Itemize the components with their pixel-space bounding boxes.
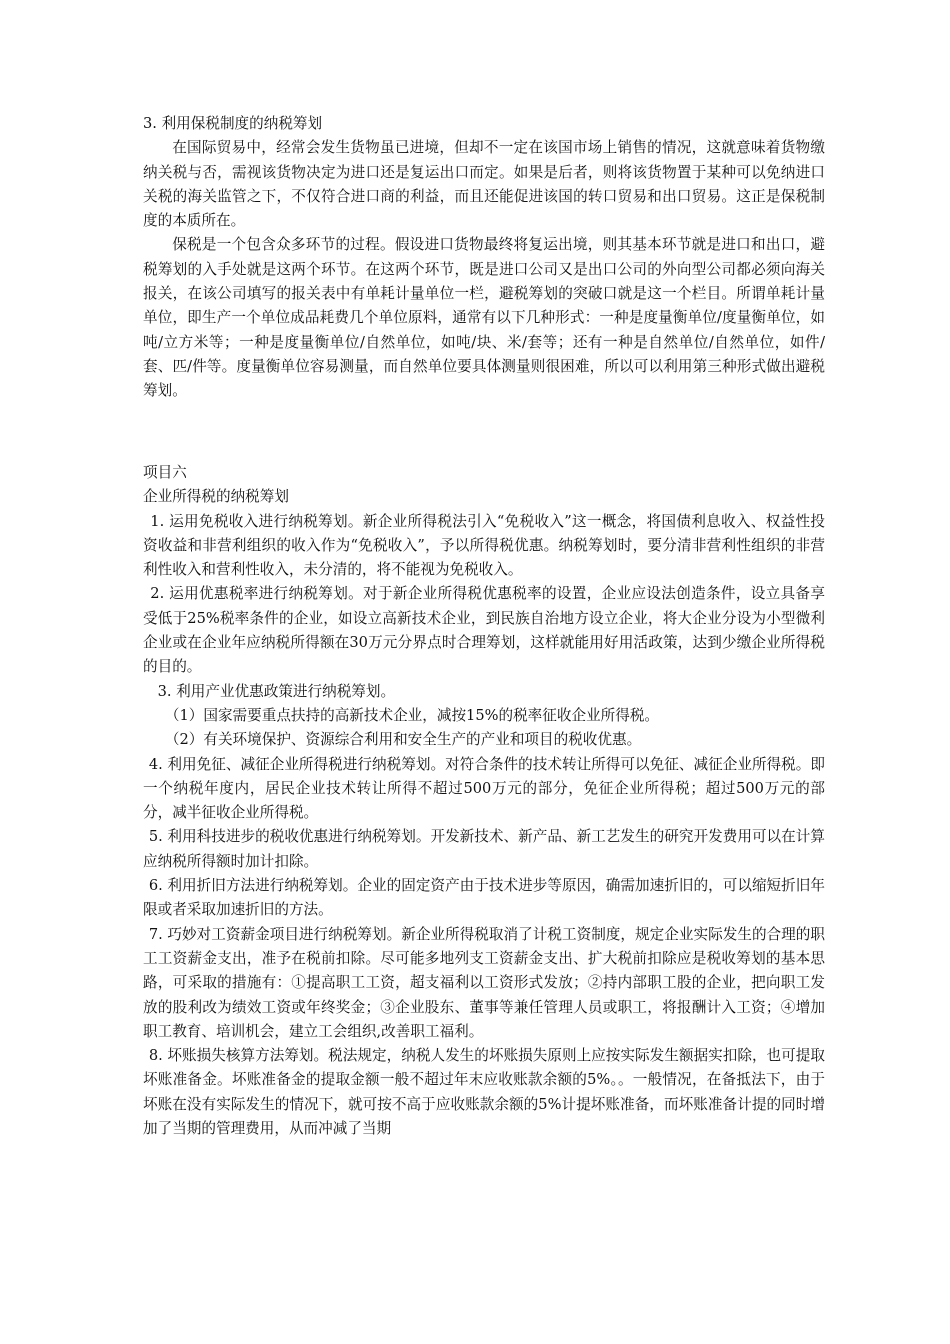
section-3 bbox=[143, 112, 825, 404]
list-item: 3. 利用产业优惠政策进行纳税筹划。 bbox=[157, 682, 396, 700]
project-title: 项目六 bbox=[143, 464, 187, 481]
list-item: 2. 运用优惠税率进行纳税筹划。对于新企业所得税优惠税率的设置，企业应设法创造条件，设立具备享受低于25%税率条件的企业，如设立高新技术企业，到民族自治地方设立企业，将大企业分设为小型微利企业或在企业年应纳税所得额在30万元分界点时合理筹划，这样就能用好用活政策，达到少缴企业所得税的目的。 bbox=[143, 585, 825, 676]
list-item: 7. 巧妙对工资薪金项目进行纳税筹划。新企业所得税取消了计税工资制度，规定企业实际发生的合理的职工工资薪金支出，准予在税前扣除。尽可能多地列支工资薪金支出、扩大税前扣除应是税收筹划的基本思路，可采取的措施有：①提高职工工资，超支福利以工资形式发放；②持内部职工股的企业，把向职工发放的股利改为绩效工资或年终奖金；③企业股东、董事等兼任管理人员或职工，将报酬计入工资；④增加职工教育、培训机会，建立工会组织,改善职工福利。 bbox=[143, 925, 825, 1040]
paragraph: 保税是一个包含众多环节的过程。假设进口货物最终将复运出境，则其基本环节就是进口和出口，避税筹划的入手处就是这两个环节。在这两个环节，既是进口公司又是出口公司的外向型公司都必须向海关报关，在该公司填写的报关表中有单耗计量单位一栏，避税筹划的突破口就是这一个栏目。所谓单耗计量单位，即生产一个单位成品耗费几个单位原料，通常有以下几种形式：一种是度量衡单位/度量衡单位，如吨/立方米等；一种是度量衡单位/自然单位，如吨/块、米/套等；还有一种是自然单位/自然单位，如件/套、匹/件等。度量衡单位容易测量，而自然单位要具体测量则很困难，所以可以利用第三种形式做出避税筹划。 bbox=[143, 236, 825, 400]
list-item: 8. 坏账损失核算方法筹划。税法规定，纳税人发生的坏账损失原则上应按实际发生额据实扣除，也可提取坏账准备金。坏账准备金的提取金额一般不超过年末应收账款余额的5%。。一般情况，在备抵法下，由于坏账在没有实际发生的情况下，就可按不高于应收账款余额的5%计提坏账准备，而坏账准备计提的同时增加了当期的管理费用，从而冲减了当期 bbox=[143, 1047, 825, 1138]
list-item: 4. 利用免征、减征企业所得税进行纳税筹划。对符合条件的技术转让所得可以免征、减征企业所得税。即一个纳税年度内，居民企业技术转让所得不超过500万元的部分，免征企业所得税；超过500万元的部分，减半征收企业所得税。 bbox=[143, 755, 825, 822]
sub-item: （2）有关环境保护、资源综合利用和安全生产的产业和项目的税收优惠。 bbox=[164, 731, 642, 749]
list-item: 6. 利用折旧方法进行纳税筹划。企业的固定资产由于技术进步等原因，确需加速折旧的，可以缩短折旧年限或者采取加速折旧的方法。 bbox=[143, 877, 825, 919]
sub-item: （1）国家需要重点扶持的高新技术企业，减按15%的税率征收企业所得税。 bbox=[164, 706, 660, 724]
list-item: 5. 利用科技进步的税收优惠进行纳税筹划。开发新技术、新产品、新工艺发生的研究开发费用可以在计算应纳税所得额时加计扣除。 bbox=[143, 828, 825, 870]
project-subtitle: 企业所得税的纳税筹划 bbox=[143, 488, 289, 506]
paragraph: 在国际贸易中，经常会发生货物虽已进境，但却不一定在该国市场上销售的情况，这就意味着货物缴纳关税与否，需视该货物决定为进口还是复运出口而定。如果是后者，则将该货物置于某种可以免纳进口关税的海关监管之下，不仅符合进口商的利益，而且还能促进该国的转口贸易和出口贸易。这正是保税制度的本质所在。 bbox=[143, 139, 825, 230]
project-6 bbox=[143, 461, 825, 1141]
list-item: 1. 运用免税收入进行纳税筹划。新企业所得税法引入“免税收入”这一概念，将国债利息收入、权益性投资收益和非营利组织的收入作为“免税收入”，予以所得税优惠。纳税筹划时，要分清非营利性组织的非营利性收入和营利性收入，未分清的，将不能视为免税收入。 bbox=[143, 512, 825, 579]
section-heading: 3. 利用保税制度的纳税筹划 bbox=[143, 115, 323, 132]
